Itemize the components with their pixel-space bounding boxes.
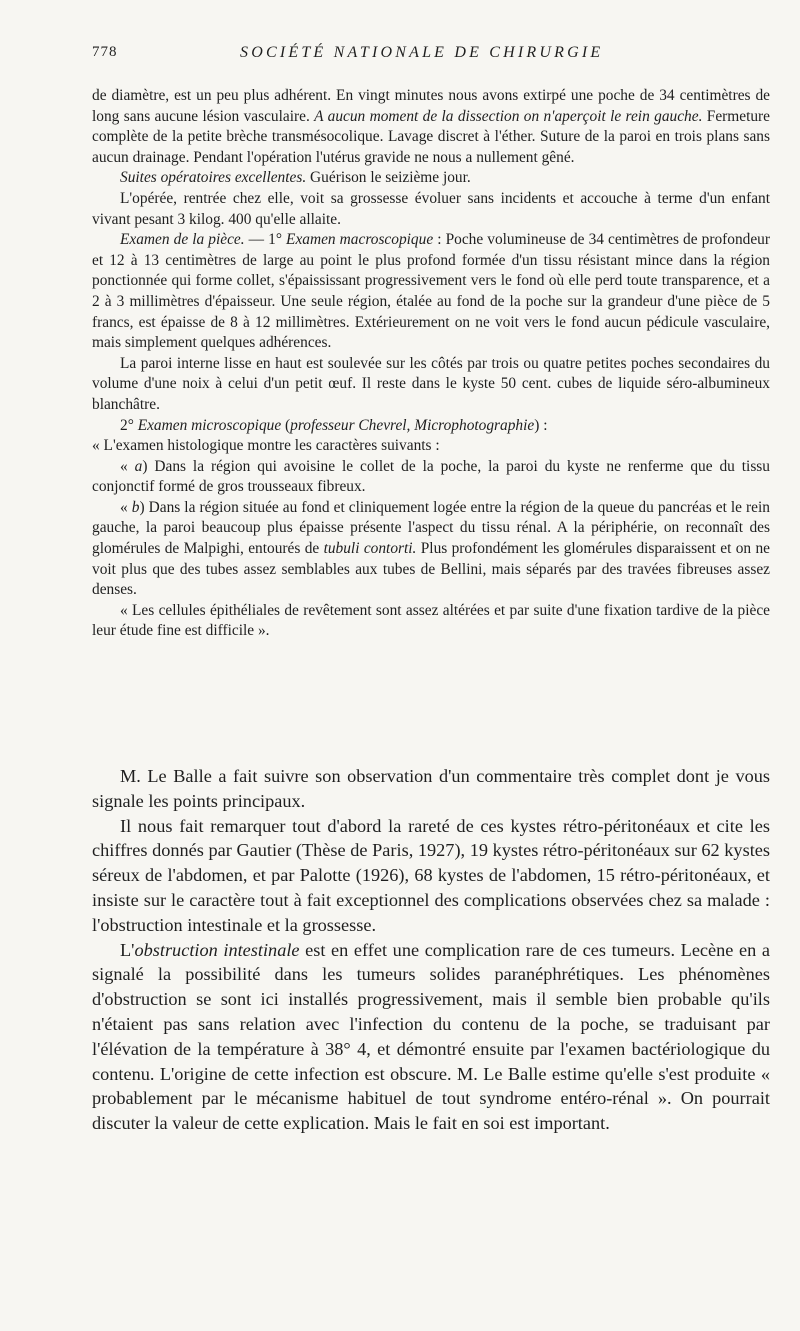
text-run: « L'examen histologique montre les caractères suivants : bbox=[92, 437, 440, 455]
commentary-paragraph bbox=[92, 764, 770, 814]
text-run: « Les cellules épithéliales de revêtement sont assez altérées et par suite d'une fixation tardive de la pièce leur étude fine est difficile ». bbox=[92, 601, 770, 640]
case_report-paragraph bbox=[92, 601, 770, 642]
case_report-paragraph bbox=[92, 436, 770, 457]
text-run: ) Dans la région qui avoisine le collet de la poche, la paroi du kyste ne renferme que du tissu conjonctif formé de gros trousseaux fibreux. bbox=[92, 457, 770, 496]
text-run: La paroi interne lisse en haut est soulevée sur les côtés par trois ou quatre petites poches secondaires du volume d'une noix à celui d'un petit œuf. Il reste dans le kyste 50 cent. cubes de liquide séro-albumineux blanchâtre. bbox=[92, 354, 770, 413]
case-report-section bbox=[92, 86, 770, 642]
italic-text: obstruction intestinale bbox=[134, 939, 300, 960]
italic-text: A aucun moment de la dissection on n'aperçoit le rein gauche. bbox=[314, 107, 703, 125]
text-run: Guérison le seizième jour. bbox=[306, 169, 471, 187]
text-run: ( bbox=[281, 416, 291, 434]
italic-text: tubuli contorti. bbox=[323, 540, 417, 558]
text-run: « bbox=[120, 457, 135, 475]
text-run: ) : bbox=[534, 416, 548, 434]
page-number: 778 bbox=[92, 44, 118, 60]
italic-text: a bbox=[134, 457, 143, 475]
case_report-paragraph bbox=[92, 498, 770, 601]
italic-text: b bbox=[131, 498, 140, 516]
text-run: : Poche volumineuse de 34 centimètres de profondeur et 12 à 13 centimètres de large au point le plus profond formée d'un tissu résistant mince dans la région ponctionnée qui forme collet, s'épaississant progressivement vers le fond où elle perd toute transparence, et a 2 à 3 millimètres d'épaisseur. Une seule région, étalée au fond de la poche sur la grandeur d'une pièce de 5 francs, est épaisse de 8 à 12 millimètres. Extérieurement on ne voit vers le fond aucun pédicule vasculaire, mais simplement quelques adhérences. bbox=[92, 231, 770, 352]
commentary-paragraph bbox=[92, 938, 770, 1136]
case_report-paragraph bbox=[92, 230, 770, 354]
commentary-section bbox=[92, 764, 770, 1136]
page-header bbox=[92, 44, 770, 64]
italic-text: Examen macroscopique bbox=[286, 231, 434, 249]
text-run: est en effet une complication rare de ces tumeurs. Lecène en a signalé la possibilité dans les tumeurs solides paranéphrétiques. Les phénomènes d'obstruction se sont ici installés progressivement, mais il semble bien probable qu'ils n'étaient pas sans relation avec l'infection du contenu de la poche, se traduisant par l'élévation de la température à 38° 4, et démontré ensuite par l'examen bactériologique du contenu. L'origine de cette infection est obscure. M. Le Balle estime qu'elle s'est produite « probablement par le mécanisme habituel de tout syndrome entéro-rénal ». On pourrait discuter la valeur de cette explication. Mais le fait en soi est important. bbox=[92, 939, 771, 1134]
text-run: « bbox=[120, 498, 132, 516]
case_report-paragraph bbox=[92, 457, 770, 498]
text-run: Plus profondément les glomérules disparaissent et on ne voit plus que des tubes assez semblables aux tubes de Bellini, mais séparés par des travées fibreuses assez denses. bbox=[92, 540, 770, 599]
text-run: 2° bbox=[120, 416, 138, 434]
text-run: L'opérée, rentrée chez elle, voit sa grossesse évoluer sans incidents et accouche à terme d'un enfant vivant pesant 3 kilog. 400 qu'elle allaite. bbox=[92, 189, 770, 228]
italic-text: professeur Chevrel, Microphotographie bbox=[290, 416, 535, 434]
text-run: Fermeture complète de la petite brèche transmésocolique. Lavage discret à l'éther. Suture de la paroi en trois plans sans aucun drainage. Pendant l'opération l'utérus gravide ne nous a nullement gêné. bbox=[92, 107, 771, 166]
italic-text: Examen de la pièce. bbox=[120, 231, 245, 249]
running-title: SOCIÉTÉ NATIONALE DE CHIRURGIE bbox=[240, 44, 604, 61]
text-run: L' bbox=[120, 939, 135, 960]
case_report-paragraph bbox=[92, 168, 770, 189]
text-run: ) Dans la région située au fond et cliniquement logée entre la région de la queue du pancréas et le rein gauche, la paroi beaucoup plus épaisse présente l'aspect du tissu rénal. A la périphérie, on reconnaît des glomérules de Malpighi, entourés de bbox=[92, 498, 770, 558]
text-run: M. Le Balle a fait suivre son observation d'un commentaire très complet dont je vous signale les points principaux. bbox=[92, 766, 770, 811]
case_report-paragraph bbox=[92, 86, 770, 168]
text-run: — 1° bbox=[244, 231, 287, 249]
case_report-paragraph bbox=[92, 354, 770, 416]
case_report-paragraph bbox=[92, 189, 770, 230]
text-run: de diamètre, est un peu plus adhérent. En vingt minutes nous avons extirpé une poche de 34 centimètres de long sans aucune lésion vasculaire. bbox=[92, 87, 770, 125]
text-run: Il nous fait remarquer tout d'abord la rareté de ces kystes rétro-péritonéaux et cite les chiffres donnés par Gautier (Thèse de Paris, 1927), 19 kystes rétro-péritonéaux sur 62 kystes séreux de l'abdomen, et par Palotte (1926), 68 kystes de l'abdomen, 15 rétro-péritonéaux, et insiste sur le caractère tout à fait exceptionnel des complications observées chez sa malade : l'obstruction intestinale et la grossesse. bbox=[92, 815, 770, 935]
italic-text: Examen microscopique bbox=[137, 416, 282, 434]
italic-text: Suites opératoires excellentes. bbox=[120, 169, 307, 187]
case_report-paragraph bbox=[92, 416, 770, 437]
commentary-paragraph bbox=[92, 814, 770, 938]
